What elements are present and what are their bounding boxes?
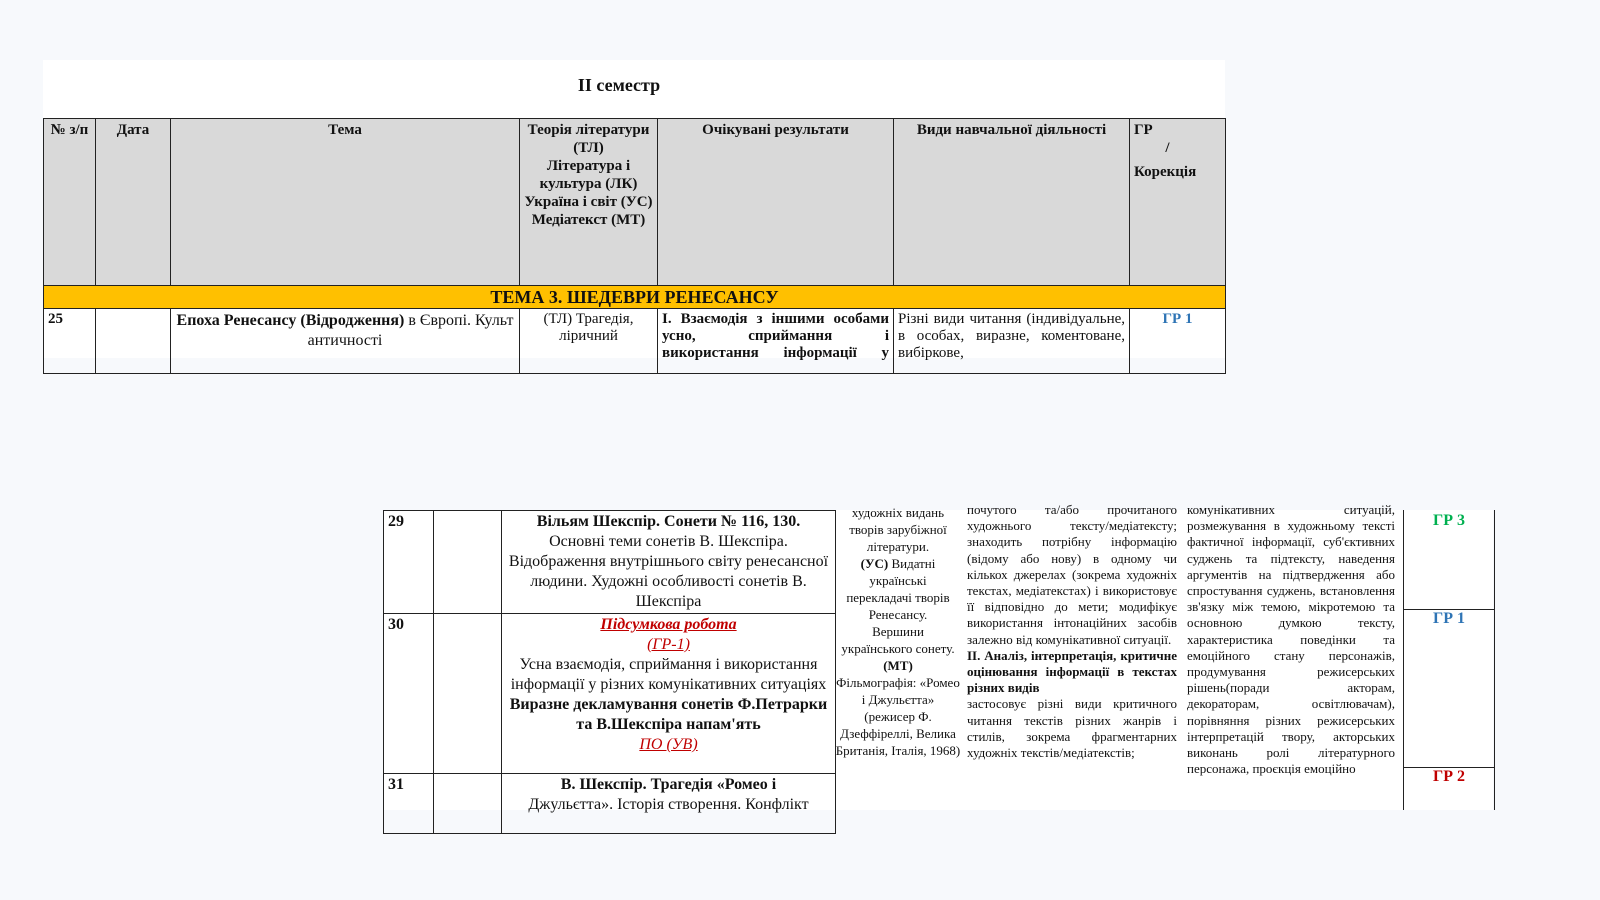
curriculum-table-header [43,118,1226,374]
row-activities: Різні види читання (індивідуальне, в особах, виразне, коментоване, вибіркове, [894,309,1130,374]
table-row [384,614,836,774]
gr-label: ГР 2 [1433,768,1465,785]
curriculum-table-rows [383,510,836,834]
theory-tag: (МТ) [883,658,913,673]
gr-label: ГР 3 [1433,512,1465,529]
results-text: застосовує різні види критичного читання текстів різних жанрів і стилів, зокрема фрагментарних художніх текстів/медіатекстів; [967,696,1177,761]
theory-part: Вершини українського сонету. [841,624,955,656]
header-num: № з/п [44,119,96,286]
theme-rest: в Європі. Культ античності [307,312,514,349]
gr-cell [1404,768,1494,828]
theory-part [835,657,961,759]
header-gr-slash: / [1165,140,1170,156]
row-number: 29 [384,511,434,614]
header-gr-correction: Корекція [1134,164,1197,180]
gr-cell [1404,510,1494,610]
results-text: почутого та/або прочитаного художнього тексту/медіатексту; знаходить потрібну інформацію (відому або нову) в одному чи кількох джерелах (зокрема художніх текстах, медіатекстах) і використовує її відповідно до мети; модифікує використання інтонаційних засобів залежно від комунікативної ситуації. [967,502,1177,647]
row-gr: ГР 1 [1130,309,1226,374]
theme-bold: Виразне декламування сонетів Ф.Петрарки та В.Шекспіра напам'ять [509,696,828,733]
theme-rest: Усна взаємодія, сприймання і використання інформації у різних комунікативних ситуаціях [510,656,827,693]
header-theory-mt: Медіатекст (МТ) [531,212,646,228]
column-activities-text: комунікативних ситуацій, розмежування в художньому тексті фактичної інформації, суб'єктивних суджень та підтексту, наведення аргументів на підтвердження або спростування суджень, встановлення зв'язку між темою, мікротемою та основною думкою тексту, характеристика поведінки та емоційного стану персонажів, продумування режисерських рішень(поради акторам, декораторам, освітлювачам), порівняння різних режисерських інтерпретацій твору, акторських виконань ролі літературного персонажа, проєкція емоційно [1187,502,1395,777]
table-fragment-bottom [383,502,1493,813]
column-results-text [967,502,1177,761]
header-theory-us: Україна і світ (УС) [524,194,653,210]
header-theory [520,119,658,286]
column-gr [1403,510,1495,810]
gr-label: ГР 1 [1433,610,1465,627]
row-theme [502,774,836,834]
row-number: 31 [384,774,434,834]
table-row [384,774,836,834]
row-number: 30 [384,614,434,774]
row-theme [171,309,520,374]
header-date: Дата [96,119,171,286]
assessment-code: ПО (УВ) [639,736,698,753]
header-gr [1130,119,1226,286]
row-date [434,511,502,614]
table-row [44,309,1226,374]
final-work-label: Підсумкова робота [600,616,737,633]
header-results: Очікувані результати [658,119,894,286]
header-theory-lk: Література і культура (ЛК) [539,158,638,192]
row-date [434,774,502,834]
header-theme: Тема [171,119,520,286]
gr-cell [1404,610,1494,768]
results-bold: I. Взаємодія з іншими особами усно, сприймання і використання інформації у [662,311,889,361]
results-heading: II. Аналіз, інтерпретація, критичне оцінювання інформації в текстах різних видів [967,647,1177,696]
row-results [658,309,894,374]
theory-part [835,555,961,623]
row-theme [502,614,836,774]
row-date [434,614,502,774]
theory-text: Фільмографія: «Ромео і Джульєтта» (режисер Ф. Дзеффіреллі, Велика Британія, Італія, 1968) [835,675,961,758]
row-date [96,309,171,374]
theme-cut: Джульєтта». Історія створення. Конфлікт [528,796,809,813]
theme-bold: Епоха Ренесансу (Відродження) [176,312,405,329]
header-gr-label: ГР [1134,122,1153,138]
header-theory-tl: Теорія літератури (ТЛ) [527,122,650,156]
theme-bold: Вільям Шекспір. Сонети № 116, 130. [536,513,801,530]
theory-part: художніх видань творів зарубіжної літератури. [849,505,947,554]
semester-heading: II семестр [577,75,661,95]
row-theme [502,511,836,614]
theme-bold: В. Шекспір. Трагедія «Ромео і [560,776,777,793]
table-fragment-top [43,60,1225,361]
theme-rest: Основні теми сонетів В. Шекспіра. Відображення внутрішнього світу ренесансної людини. Художні особливості сонетів В. Шекспіра [508,533,829,610]
theory-tag: (УС) [860,556,889,571]
final-work-code: (ГР-1) [647,636,690,653]
table-row [384,511,836,614]
row-theory: (ТЛ) Трагедія, ліричний [520,309,658,374]
column-theory-text [835,504,961,759]
row-number: 25 [44,309,96,374]
topic-banner: ТЕМА 3. ШЕДЕВРИ РЕНЕСАНСУ [44,286,1226,309]
header-activities: Види навчальної діяльності [894,119,1130,286]
theory-text: Видатні українські перекладачі творів Ренесансу. [846,556,950,622]
